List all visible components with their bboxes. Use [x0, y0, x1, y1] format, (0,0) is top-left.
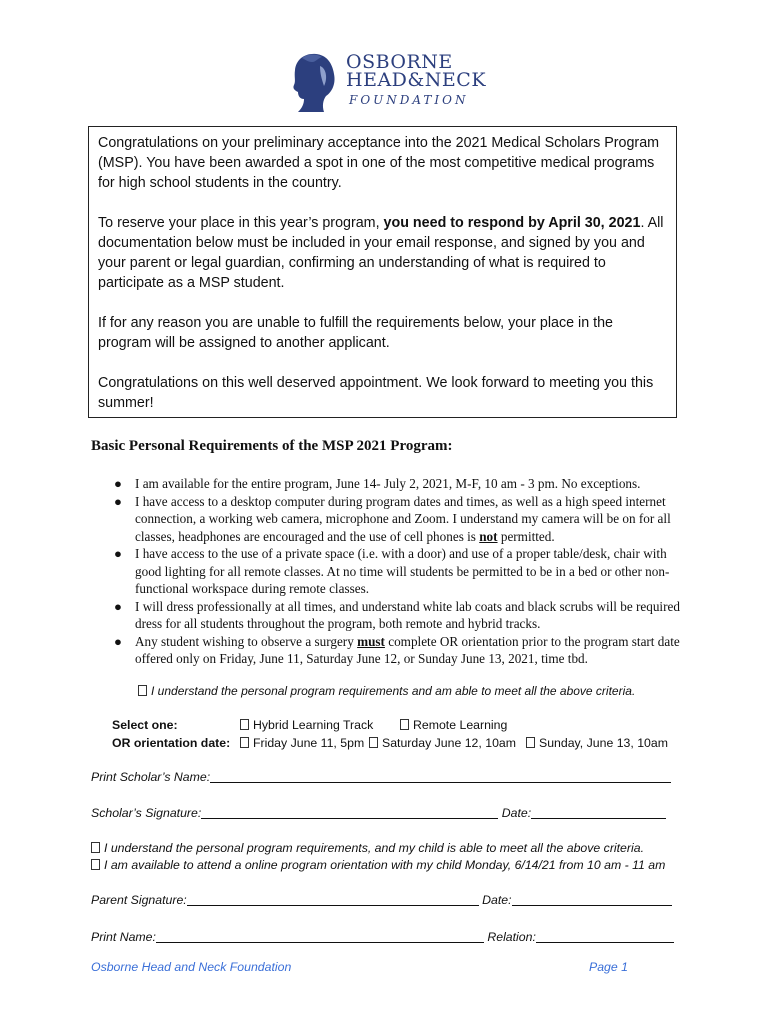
intro-paragraph-4: Congratulations on this well deserved appointment. We look forward to meeting you this summer!: [98, 375, 654, 411]
remote-label: Remote Learning: [413, 718, 508, 732]
print-name-row: [91, 930, 674, 944]
footer-page-number: Page 1: [589, 960, 628, 974]
student-ack-label: I understand the personal program requirements and am able to meet all the above criteria.: [151, 684, 636, 698]
relation-field[interactable]: [536, 930, 674, 943]
parent-ack-row-2: [91, 858, 665, 872]
parent-ack-label-2: I am available to attend a online program orientation with my child Monday, 6/14/21 from 10 am - 11 am: [104, 858, 666, 872]
print-name-label: Print Name:: [91, 930, 156, 944]
response-deadline: you need to respond by April 30, 2021: [383, 215, 641, 231]
scholar-name-field[interactable]: [210, 770, 671, 783]
parent-date-field[interactable]: [512, 893, 672, 906]
scholar-date-field[interactable]: [531, 806, 666, 819]
list-item: [112, 493, 682, 546]
requirements-heading: Basic Personal Requirements of the MSP 2021 Program:: [91, 438, 453, 454]
bullet-icon: ●: [114, 598, 122, 614]
emphasis-must: must: [357, 633, 385, 649]
parent-date-label: Date:: [482, 893, 512, 907]
scholar-signature-field[interactable]: [201, 806, 498, 819]
select-one-label: Select one:: [112, 718, 178, 732]
logo-text-foundation: FOUNDATION: [349, 93, 469, 107]
requirement-text: I will dress professionally at all times, and understand white lab coats and black scrubs will be required dress for all students throughout the program, both remote and hybrid tracks.: [135, 598, 680, 631]
friday-checkbox[interactable]: [240, 737, 249, 748]
list-item: [112, 633, 682, 668]
logo-text-head-neck: HEAD&NECK: [346, 69, 487, 91]
bullet-icon: ●: [114, 476, 122, 491]
parent-ack-checkbox-2[interactable]: [91, 859, 100, 870]
statue-head-icon: [286, 50, 342, 114]
bullet-icon: ●: [114, 493, 122, 509]
parent-ack-checkbox-1[interactable]: [91, 842, 100, 853]
requirement-text: I am available for the entire program, June 14- July 2, 2021, M-F, 10 am - 3 pm. No exceptions.: [135, 476, 641, 491]
intro-p2-text-after: . All documentation below must be included in your email response, and signed by you and your parent or legal guardian, confirming an understanding of what is required to participate as a MSP student.: [98, 215, 664, 291]
hybrid-label: Hybrid Learning Track: [253, 718, 374, 732]
requirement-text-after: permitted.: [497, 528, 555, 544]
parent-signature-field[interactable]: [187, 893, 479, 906]
parent-signature-row: [91, 893, 672, 907]
intro-paragraph-3: If for any reason you are unable to fulfill the requirements below, your place in the program will be assigned to another applicant.: [98, 315, 613, 351]
bullet-icon: ●: [114, 546, 122, 561]
orientation-saturday-option[interactable]: [369, 736, 516, 750]
logo-text-osborne: OSBORNE: [346, 51, 453, 73]
requirement-text: Any student wishing to observe a surgery: [135, 633, 358, 649]
sunday-checkbox[interactable]: [526, 737, 535, 748]
scholar-date-label: Date:: [501, 806, 532, 820]
intro-paragraph-1: Congratulations on your preliminary acceptance into the 2021 Medical Scholars Program (MSP). You have been awarded a spot in one of the most competitive medical programs for high school students in the country.: [98, 135, 660, 191]
orientation-friday-option[interactable]: [240, 736, 364, 750]
intro-p2-text: To reserve your place in this year’s program,: [98, 215, 384, 231]
remote-option[interactable]: [400, 718, 507, 732]
requirements-list: [112, 475, 682, 668]
parent-ack-row-1: [91, 841, 644, 855]
parent-ack-label-1: I understand the personal program requirements, and my child is able to meet all the above criteria.: [104, 841, 644, 855]
hybrid-option[interactable]: [240, 718, 373, 732]
saturday-label: Saturday June 12, 10am: [382, 736, 516, 750]
orientation-date-label: OR orientation date:: [112, 736, 231, 750]
parent-signature-label: Parent Signature:: [91, 893, 187, 907]
footer-org-name: Osborne Head and Neck Foundation: [91, 960, 292, 974]
hybrid-checkbox[interactable]: [240, 719, 249, 730]
student-ack-row: [138, 684, 635, 698]
remote-checkbox[interactable]: [400, 719, 409, 730]
requirement-text: I have access to a desktop computer during program dates and times, as well as a high speed internet connection, a working web camera, microphone and Zoom. I understand my camera will be on for all classes, headphones are encouraged and the use of cell phones is: [135, 493, 671, 544]
scholar-name-label: Print Scholar’s Name:: [91, 770, 211, 784]
student-ack-checkbox[interactable]: [138, 685, 147, 696]
relation-label: Relation:: [487, 930, 536, 944]
scholar-signature-row: [91, 806, 666, 820]
list-item: [112, 598, 682, 633]
sunday-label: Sunday, June 13, 10am: [539, 736, 668, 750]
friday-label: Friday June 11, 5pm: [253, 736, 365, 750]
foundation-logo: [286, 50, 486, 114]
scholar-name-row: [91, 770, 671, 784]
acceptance-letter-box: [88, 126, 677, 418]
requirement-text-after: complete OR orientation prior to the program start date offered only on Friday, June 11, Saturday June 12, or Sunday June 13, 2021, time tbd.: [135, 633, 680, 666]
bullet-icon: ●: [114, 633, 122, 649]
orientation-sunday-option[interactable]: [526, 736, 668, 750]
list-item: [112, 475, 682, 493]
saturday-checkbox[interactable]: [369, 737, 378, 748]
scholar-signature-label: Scholar’s Signature:: [91, 806, 202, 820]
intro-paragraph-2: [98, 213, 667, 293]
print-name-field[interactable]: [156, 930, 484, 943]
list-item: [112, 545, 682, 598]
requirement-text: I have access to the use of a private space (i.e. with a door) and use of a proper table/desk, chair with good lighting for all remote classes. At no time will students be permitted to be in a bed or other non-functional workspace during remote classes.: [135, 546, 670, 596]
emphasis-not: not: [479, 528, 498, 544]
